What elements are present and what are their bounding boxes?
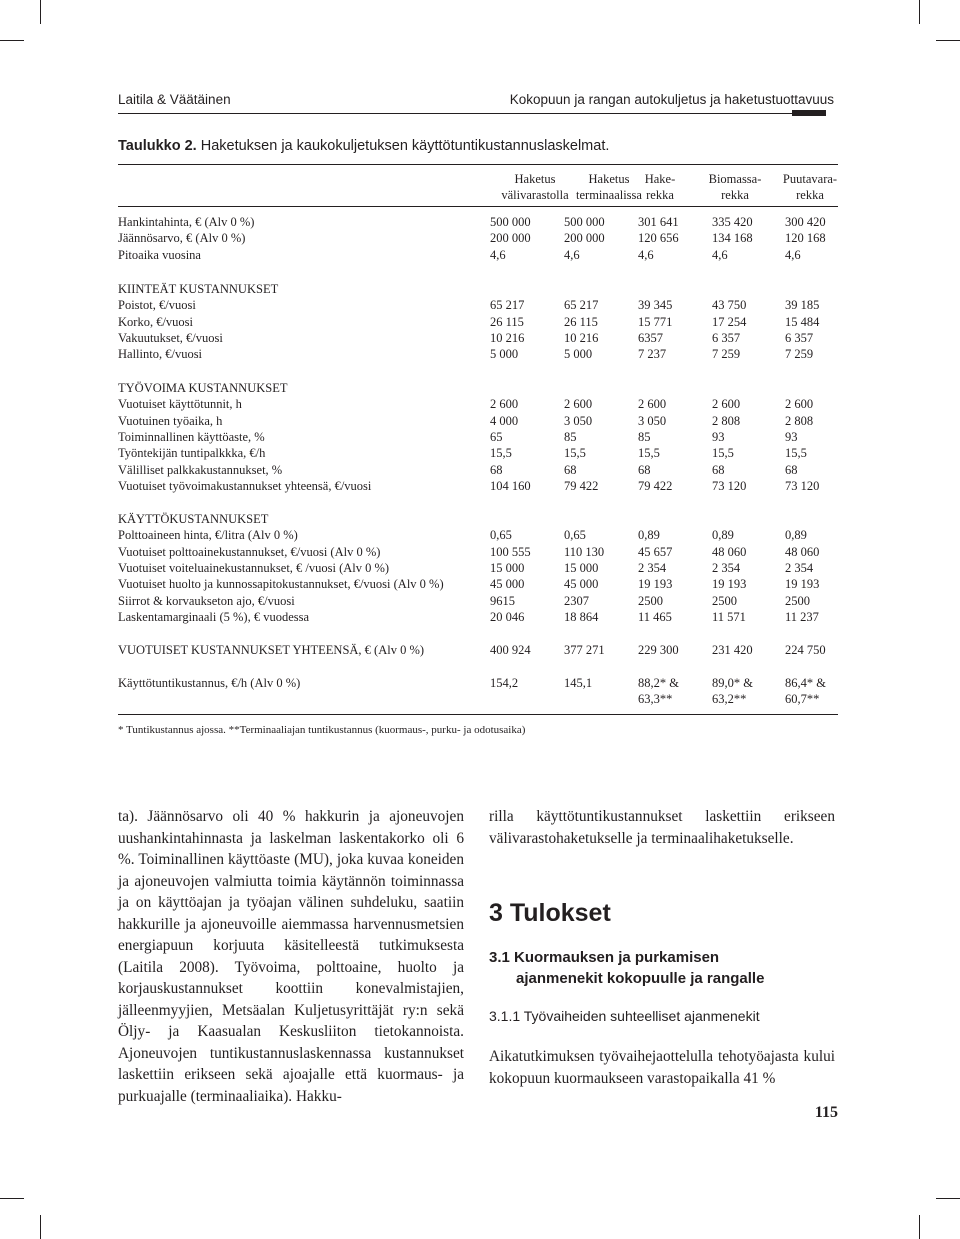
table-cell: 45 000 bbox=[490, 577, 525, 591]
table-cell: 4,6 bbox=[638, 248, 654, 262]
right-paragraph-2: Aikatutkimuksen työvaihejaottelulla tehotyöajasta kului kokopuun kuormaukseen varastopaikalla 41 % bbox=[489, 1048, 835, 1087]
table-row bbox=[118, 247, 838, 263]
table-cell: 68 bbox=[490, 463, 503, 477]
table-cell: 229 300 bbox=[638, 643, 679, 657]
table-cell: 2 600 bbox=[785, 397, 814, 411]
right-column-top bbox=[489, 806, 835, 849]
table-cell: 0,65 bbox=[564, 528, 586, 542]
table-cell: 65 217 bbox=[564, 298, 599, 312]
table-cell: 11 571 bbox=[712, 610, 746, 624]
table-cell: 120 656 bbox=[638, 231, 679, 245]
right-column-bottom bbox=[489, 1046, 835, 1089]
table-bottom-rule bbox=[118, 714, 838, 715]
table-cell: 2 808 bbox=[785, 414, 814, 428]
table-cell: 400 924 bbox=[490, 643, 531, 657]
table-row bbox=[118, 380, 838, 396]
row-label: VUOTUISET KUSTANNUKSET YHTEENSÄ, € (Alv 0 %) bbox=[118, 643, 425, 657]
subsubsection-heading: 3.1.1 Työvaiheiden suhteelliset ajanmenekit bbox=[489, 1008, 760, 1024]
table-cell: 5 000 bbox=[490, 347, 519, 361]
table-cell: 45 657 bbox=[638, 545, 673, 559]
table-cell: 0,65 bbox=[490, 528, 512, 542]
table-cell: 2 354 bbox=[712, 561, 741, 575]
table-cell: 45 000 bbox=[564, 577, 599, 591]
table-row bbox=[118, 609, 838, 625]
crop-mark bbox=[0, 40, 24, 41]
table-row bbox=[118, 214, 838, 230]
table-row bbox=[118, 314, 838, 330]
crop-mark bbox=[40, 0, 41, 24]
table-cell: 88,2* & bbox=[638, 676, 679, 690]
table-cell: 2 600 bbox=[638, 397, 667, 411]
table-cell: 7 259 bbox=[712, 347, 741, 361]
row-label: KÄYTTÖKUSTANNUKSET bbox=[118, 512, 269, 526]
crop-mark bbox=[919, 1215, 920, 1239]
table-cell: 2500 bbox=[785, 594, 810, 608]
table-cell: 110 130 bbox=[564, 545, 605, 559]
table-cell: 15 484 bbox=[785, 315, 820, 329]
column-header-line: terminaalissa bbox=[576, 188, 642, 202]
column-header-line: välivarastolla bbox=[501, 188, 569, 202]
table-cell: 2 600 bbox=[712, 397, 741, 411]
column-header-line: rekka bbox=[721, 188, 749, 202]
table-cell: 3 050 bbox=[638, 414, 667, 428]
table-cell: 0,89 bbox=[638, 528, 660, 542]
table-cell: 43 750 bbox=[712, 298, 747, 312]
row-label: Toiminnallinen käyttöaste, % bbox=[118, 430, 265, 444]
table-cell: 15,5 bbox=[490, 446, 512, 460]
table-cell: 2307 bbox=[564, 594, 589, 608]
column-header-line: rekka bbox=[796, 188, 824, 202]
table-cell: 15,5 bbox=[712, 446, 734, 460]
row-label: Vuotuiset voiteluainekustannukset, € /vuosi (Alv 0 %) bbox=[118, 561, 390, 575]
table-cell: 68 bbox=[638, 463, 651, 477]
table-cell: 39 185 bbox=[785, 298, 820, 312]
table-cell: 104 160 bbox=[490, 479, 531, 493]
table-row bbox=[118, 478, 838, 494]
table-cell: 17 254 bbox=[712, 315, 747, 329]
table-cell: 79 422 bbox=[564, 479, 599, 493]
table-cell: 63,3** bbox=[638, 692, 673, 706]
table-row bbox=[118, 396, 838, 412]
table-cell: 4,6 bbox=[564, 248, 580, 262]
table-cell: 93 bbox=[712, 430, 725, 444]
table-row bbox=[118, 593, 838, 609]
table-cell: 154,2 bbox=[490, 676, 519, 690]
table-cell: 73 120 bbox=[712, 479, 747, 493]
table-cell: 200 000 bbox=[564, 231, 605, 245]
section-heading: 3 Tulokset bbox=[489, 899, 611, 927]
header-title: Kokopuun ja rangan autokuljetus ja haketustuottavuus bbox=[509, 92, 834, 107]
table-header-rule bbox=[118, 206, 838, 207]
table-cell: 335 420 bbox=[712, 215, 753, 229]
column-header bbox=[765, 171, 855, 203]
table-cell: 48 060 bbox=[712, 545, 747, 559]
row-label: Käyttötuntikustannus, €/h (Alv 0 %) bbox=[118, 676, 301, 690]
row-label: Vuotuiset huolto ja kunnossapitokustannukset, €/vuosi (Alv 0 %) bbox=[118, 577, 444, 591]
table-cell: 3 050 bbox=[564, 414, 593, 428]
table-row bbox=[118, 297, 838, 313]
table-row bbox=[118, 544, 838, 560]
table-cell: 2 600 bbox=[564, 397, 593, 411]
table-cell: 68 bbox=[712, 463, 725, 477]
table-cell: 500 000 bbox=[564, 215, 605, 229]
column-header-line: Hake- bbox=[644, 172, 676, 186]
table-cell: 89,0* & bbox=[712, 676, 753, 690]
table-cell: 85 bbox=[564, 430, 577, 444]
table-caption-text: Haketuksen ja kaukokuljetuksen käyttötuntikustannuslaskelmat. bbox=[196, 138, 610, 154]
row-label: Hallinto, €/vuosi bbox=[118, 347, 203, 361]
table-cell: 500 000 bbox=[490, 215, 531, 229]
row-label: Korko, €/vuosi bbox=[118, 315, 193, 329]
table-cell: 11 465 bbox=[638, 610, 672, 624]
table-cell: 2 808 bbox=[712, 414, 741, 428]
table-cell: 4,6 bbox=[712, 248, 728, 262]
column-header-line: rekka bbox=[646, 188, 674, 202]
table-cell: 9615 bbox=[490, 594, 515, 608]
table-cell: 15 000 bbox=[490, 561, 525, 575]
table-cell: 79 422 bbox=[638, 479, 673, 493]
table-cell: 0,89 bbox=[712, 528, 734, 542]
row-label: Välilliset palkkakustannukset, % bbox=[118, 463, 283, 477]
table-cell: 301 641 bbox=[638, 215, 679, 229]
table-cell: 68 bbox=[564, 463, 577, 477]
table-cell: 60,7** bbox=[785, 692, 820, 706]
subsection-heading-line2: ajanmenekit kokopuulle ja rangalle bbox=[516, 970, 765, 987]
table-row bbox=[118, 642, 838, 658]
row-label: Jäännösarvo, € (Alv 0 %) bbox=[118, 231, 246, 245]
row-label: Laskentamarginaali (5 %), € vuodessa bbox=[118, 610, 310, 624]
table-cell: 5 000 bbox=[564, 347, 593, 361]
crop-mark bbox=[936, 1198, 960, 1199]
row-label: Vuotuinen työaika, h bbox=[118, 414, 223, 428]
table-cell: 300 420 bbox=[785, 215, 826, 229]
table-cell: 224 750 bbox=[785, 643, 826, 657]
table-row bbox=[118, 675, 838, 691]
running-header bbox=[118, 92, 834, 110]
row-label: Hankintahinta, € (Alv 0 %) bbox=[118, 215, 255, 229]
table-cell: 65 bbox=[490, 430, 503, 444]
table-cell: 19 193 bbox=[785, 577, 820, 591]
row-label: Siirrot & korvaukseton ajo, €/vuosi bbox=[118, 594, 295, 608]
table-cell: 26 115 bbox=[490, 315, 524, 329]
table-cell: 19 193 bbox=[638, 577, 673, 591]
table-row bbox=[118, 511, 838, 527]
table-row bbox=[118, 230, 838, 246]
table-cell: 0,89 bbox=[785, 528, 807, 542]
table-cell: 134 168 bbox=[712, 231, 753, 245]
table-cell: 7 237 bbox=[638, 347, 667, 361]
table-cell: 15 000 bbox=[564, 561, 599, 575]
table-row bbox=[118, 576, 838, 592]
table-cell: 93 bbox=[785, 430, 798, 444]
table-row bbox=[118, 445, 838, 461]
table-cell: 11 237 bbox=[785, 610, 819, 624]
table-footnote: * Tuntikustannus ajossa. **Terminaaliajan tuntikustannus (kuormaus-, purku- ja odotusaika) bbox=[118, 724, 526, 736]
table-cell: 145,1 bbox=[564, 676, 593, 690]
row-label: Vuotuiset polttoainekustannukset, €/vuosi (Alv 0 %) bbox=[118, 545, 381, 559]
table-cell: 65 217 bbox=[490, 298, 525, 312]
row-label: Vuotuiset työvoimakustannukset yhteensä, €/vuosi bbox=[118, 479, 372, 493]
table-cell: 100 555 bbox=[490, 545, 531, 559]
table-cell: 63,2** bbox=[712, 692, 747, 706]
table-row bbox=[118, 560, 838, 576]
table-cell: 4 000 bbox=[490, 414, 519, 428]
column-header-line: Biomassa- bbox=[708, 172, 762, 186]
table-cell: 7 259 bbox=[785, 347, 814, 361]
table-cell: 6 357 bbox=[785, 331, 814, 345]
table-cell: 39 345 bbox=[638, 298, 673, 312]
table-cell: 20 046 bbox=[490, 610, 525, 624]
row-label: KIINTEÄT KUSTANNUKSET bbox=[118, 282, 279, 296]
row-label: TYÖVOIMA KUSTANNUKSET bbox=[118, 381, 288, 395]
row-label: Polttoaineen hinta, €/litra (Alv 0 %) bbox=[118, 528, 298, 542]
table-caption bbox=[118, 138, 609, 154]
row-label: Työntekijän tuntipalkkka, €/h bbox=[118, 446, 266, 460]
table-cell: 19 193 bbox=[712, 577, 747, 591]
table-row bbox=[118, 346, 838, 362]
table-cell: 15,5 bbox=[564, 446, 586, 460]
table-cell: 6357 bbox=[638, 331, 663, 345]
table-row bbox=[118, 691, 838, 707]
table-cell: 15 771 bbox=[638, 315, 673, 329]
header-authors: Laitila & Väätäinen bbox=[118, 92, 231, 107]
table-row bbox=[118, 429, 838, 445]
left-column bbox=[118, 806, 464, 1107]
column-header-line: Puutavara- bbox=[782, 172, 838, 186]
table-cell: 10 216 bbox=[490, 331, 525, 345]
column-header-line: Haketus bbox=[514, 172, 556, 186]
table-cell: 15,5 bbox=[785, 446, 807, 460]
table-cell: 120 168 bbox=[785, 231, 826, 245]
table-cell: 231 420 bbox=[712, 643, 753, 657]
table-cell: 86,4* & bbox=[785, 676, 826, 690]
table-cell: 6 357 bbox=[712, 331, 741, 345]
table-cell: 18 864 bbox=[564, 610, 599, 624]
table-row bbox=[118, 462, 838, 478]
table-cell: 2500 bbox=[638, 594, 663, 608]
header-bar bbox=[792, 110, 826, 116]
row-label: Poistot, €/vuosi bbox=[118, 298, 196, 312]
subsection-heading bbox=[489, 947, 764, 989]
header-rule bbox=[118, 113, 800, 114]
table-row bbox=[118, 413, 838, 429]
table-cell: 48 060 bbox=[785, 545, 820, 559]
crop-mark bbox=[0, 1198, 24, 1199]
table-cell: 68 bbox=[785, 463, 798, 477]
table-row bbox=[118, 281, 838, 297]
table-cell: 2 354 bbox=[638, 561, 667, 575]
page-number: 115 bbox=[814, 1104, 838, 1121]
table-cell: 2500 bbox=[712, 594, 737, 608]
crop-mark bbox=[936, 40, 960, 41]
table-cell: 377 271 bbox=[564, 643, 605, 657]
table-cell: 10 216 bbox=[564, 331, 599, 345]
row-label: Vakuutukset, €/vuosi bbox=[118, 331, 223, 345]
table-cell: 200 000 bbox=[490, 231, 531, 245]
table-cell: 2 354 bbox=[785, 561, 814, 575]
table-top-rule bbox=[118, 164, 838, 165]
table-cell: 4,6 bbox=[785, 248, 801, 262]
crop-mark bbox=[40, 1215, 41, 1239]
crop-mark bbox=[919, 0, 920, 24]
column-header-line: Haketus bbox=[588, 172, 630, 186]
table-cell: 15,5 bbox=[638, 446, 660, 460]
row-label: Vuotuiset käyttötunnit, h bbox=[118, 397, 242, 411]
table-cell: 73 120 bbox=[785, 479, 820, 493]
left-paragraph: ta). Jäännösarvo oli 40 % hakkurin ja ajoneuvojen uushankintahinnasta ja laskelman laskentakorko oli 6 %. Toiminallinen käyttöaste (MU), joka kuvaa koneiden ja ajoneuvojen valmiutta toimia käytännön toiminnassa ja on käyttöajan ja työajan välinen suhdeluku, saatiin hakkurille ja ajoneuvoille aiemmassa harvennusmetsien energiapuun korjuuta käsitelleestä tutkimuksesta (Laitila 2008). Työvoima, polttoaine, huolto ja korjauskustannukset koottiin konevalmistajien, jälleenmyyjien, Metsäalan Kuljetusyrittäjät ry:n sekä Öljy- ja Kaasualan Keskusliiton tietokannoista. Ajoneuvojen tuntikustannuslaskennassa kustannukset laskettiin erikseen sekä ajoajalle että kuormaus- ja purkuajalle (terminaaliaika). Hakku- bbox=[118, 808, 464, 1105]
subsection-heading-line1: 3.1 Kuormauksen ja purkamisen bbox=[489, 949, 720, 966]
table-row bbox=[118, 527, 838, 543]
table-row bbox=[118, 330, 838, 346]
table-cell: 85 bbox=[638, 430, 651, 444]
table-caption-label: Taulukko 2. bbox=[118, 138, 197, 154]
table-cell: 26 115 bbox=[564, 315, 598, 329]
right-paragraph-1: rilla käyttötuntikustannukset laskettiin erikseen välivarastohaketukselle ja terminaalihaketukselle. bbox=[489, 808, 835, 847]
row-label: Pitoaika vuosina bbox=[118, 248, 201, 262]
table-cell: 2 600 bbox=[490, 397, 519, 411]
table-cell: 4,6 bbox=[490, 248, 506, 262]
